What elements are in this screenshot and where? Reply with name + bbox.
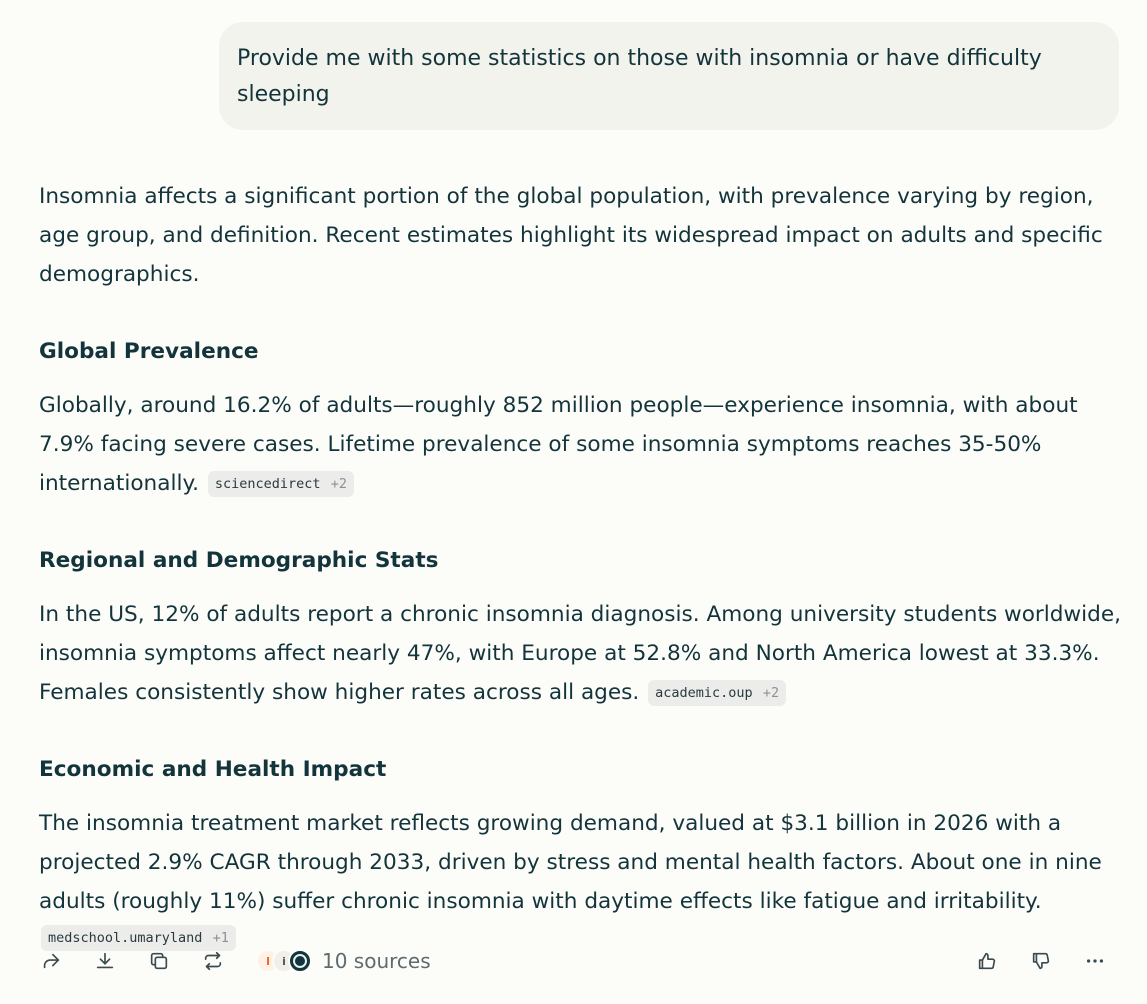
more-icon[interactable] [1082,948,1108,974]
citation-chip[interactable] [648,680,786,706]
section-body-global-prevalence [39,386,1129,503]
sources-button[interactable] [256,946,431,976]
download-icon[interactable] [92,948,118,974]
section-body-economic-health [39,804,1129,951]
copy-icon[interactable] [146,948,172,974]
user-message-text: Provide me with some statistics on those with insomnia or have difficulty sleeping [237,46,1042,107]
section-heading-regional-demographic: Regional and Demographic Stats [39,548,439,573]
user-message-bubble [219,22,1119,130]
section-heading-economic-health: Economic and Health Impact [39,757,387,782]
citation-source: sciencedirect [214,476,321,492]
citation-more-count: +2 [330,476,347,492]
source-favicon-icon: i [272,949,296,973]
citation-source: medschool.umaryland [48,930,203,946]
thumbs-up-icon[interactable] [974,948,1000,974]
citation-source: academic.oup [655,685,753,701]
section-text: In the US, 12% of adults report a chronic insomnia diagnosis. Among university students worldwide, insomnia symptoms affect nearly 47%, with Europe at 52.8% and North America lowest at 33.3%. Females consistently show higher rates across all ages. [39,602,1122,705]
section-text: Globally, around 16.2% of adults—roughly 852 million people—experience insomnia, with about 7.9% facing severe cases. Lifetime prevalence of some insomnia symptoms reaches 35-50% internationally. [39,393,1078,496]
section-heading-global-prevalence: Global Prevalence [39,339,259,364]
share-icon[interactable] [38,948,64,974]
source-favicon-icon: I [256,949,280,973]
citation-chip[interactable] [208,471,354,497]
answer-toolbar [0,940,1147,982]
source-favicon-icon [288,949,312,973]
section-body-regional-demographic [39,595,1129,712]
section-text: The insomnia treatment market reflects growing demand, valued at $3.1 billion in 2026 with a projected 2.9% CAGR through 2033, driven by stress and mental health factors. About one in nine adults (roughly 11%) suffer chronic insomnia with daytime effects like fatigue and irritability. [39,811,1102,914]
citation-more-count: +2 [762,685,780,701]
answer-intro: Insomnia affects a significant portion of the global population, with prevalence varying by region, age group, and definition. Recent estimates highlight its widespread impact on adults and specific demographics. [39,184,1103,287]
sources-count-label: 10 sources [322,949,431,973]
assistant-answer [39,177,1129,951]
citation-more-count: +1 [212,930,229,946]
thumbs-down-icon[interactable] [1028,948,1054,974]
rewrite-icon[interactable] [200,948,226,974]
